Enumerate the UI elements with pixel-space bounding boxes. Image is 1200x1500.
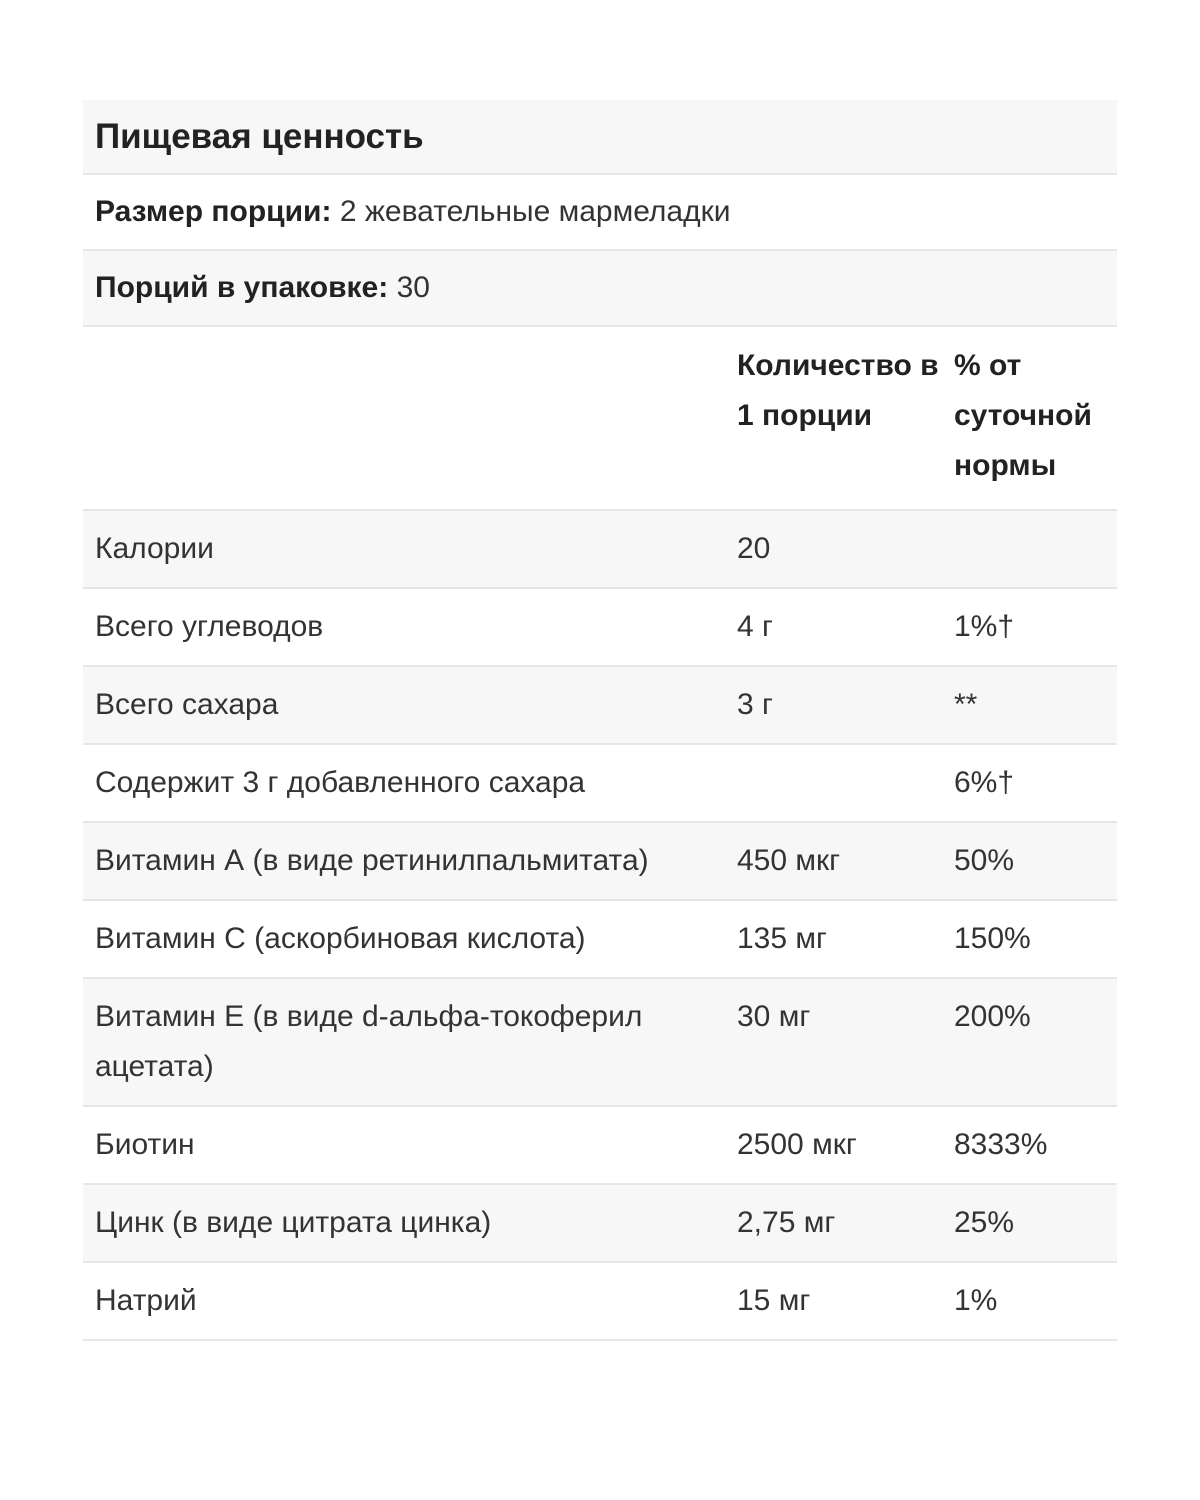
nutrient-daily-value (954, 524, 1105, 574)
nutrient-daily-value: ** (954, 688, 978, 721)
table-row (83, 901, 1117, 979)
nutrient-daily-value: 25% (954, 1206, 1015, 1239)
servings-per-container-value: 30 (396, 271, 430, 304)
nutrient-daily-value: 150% (954, 922, 1031, 955)
servings-per-container-row (83, 251, 1117, 327)
nutrient-amount: 20 (737, 532, 771, 565)
table-header-row (83, 327, 1117, 511)
nutrient-daily-value: 6%† (954, 766, 1015, 799)
table-row (83, 589, 1117, 667)
nutrient-daily-value: 1%† (954, 610, 1015, 643)
nutrient-name: Биотин (95, 1128, 195, 1161)
nutrient-name: Витамин Е (в виде d-альфа-токоферил ацетата) (95, 1000, 643, 1083)
nutrient-rows (83, 511, 1117, 1341)
nutrient-daily-value: 8333% (954, 1128, 1048, 1161)
nutrient-daily-value: 200% (954, 1000, 1031, 1033)
nutrition-title: Пищевая ценность (95, 116, 424, 156)
table-row (83, 823, 1117, 901)
nutrient-name: Всего углеводов (95, 610, 324, 643)
header-amount: Количество в 1 порции (737, 349, 939, 432)
nutrient-name: Витамин А (в виде ретинилпальмитата) (95, 844, 649, 877)
servings-per-container-label: Порций в упаковке: (95, 271, 389, 304)
table-row (83, 667, 1117, 745)
nutrient-amount: 4 г (737, 610, 773, 643)
nutrient-daily-value: 50% (954, 844, 1015, 877)
nutrient-amount: 135 мг (737, 922, 827, 955)
nutrient-amount (737, 758, 954, 808)
table-row (83, 1107, 1117, 1185)
table-row (83, 1263, 1117, 1341)
nutrient-name: Всего сахара (95, 688, 279, 721)
nutrient-name: Цинк (в виде цитрата цинка) (95, 1206, 492, 1239)
table-row (83, 1185, 1117, 1263)
serving-size-label: Размер порции: (95, 195, 332, 228)
nutrient-name: Натрий (95, 1284, 197, 1317)
nutrient-daily-value: 1% (954, 1284, 998, 1317)
nutrient-name: Калории (95, 532, 214, 565)
serving-size-value: 2 жевательные мармеладки (339, 195, 731, 228)
table-row (83, 511, 1117, 589)
nutrient-amount: 15 мг (737, 1284, 811, 1317)
table-row (83, 745, 1117, 823)
table-row (83, 979, 1117, 1107)
nutrient-amount: 3 г (737, 688, 773, 721)
nutrient-amount: 2500 мкг (737, 1128, 857, 1161)
nutrient-name: Витамин С (аскорбиновая кислота) (95, 922, 586, 955)
serving-size-row (83, 175, 1117, 251)
nutrient-name: Содержит 3 г добавленного сахара (95, 766, 586, 799)
nutrient-amount: 2,75 мг (737, 1206, 836, 1239)
nutrient-amount: 450 мкг (737, 844, 841, 877)
nutrient-amount: 30 мг (737, 1000, 811, 1033)
nutrition-facts-table (83, 100, 1117, 1341)
header-daily-value: % от суточной нормы (954, 349, 1092, 482)
title-row (83, 100, 1117, 175)
header-nutrient (95, 341, 737, 491)
